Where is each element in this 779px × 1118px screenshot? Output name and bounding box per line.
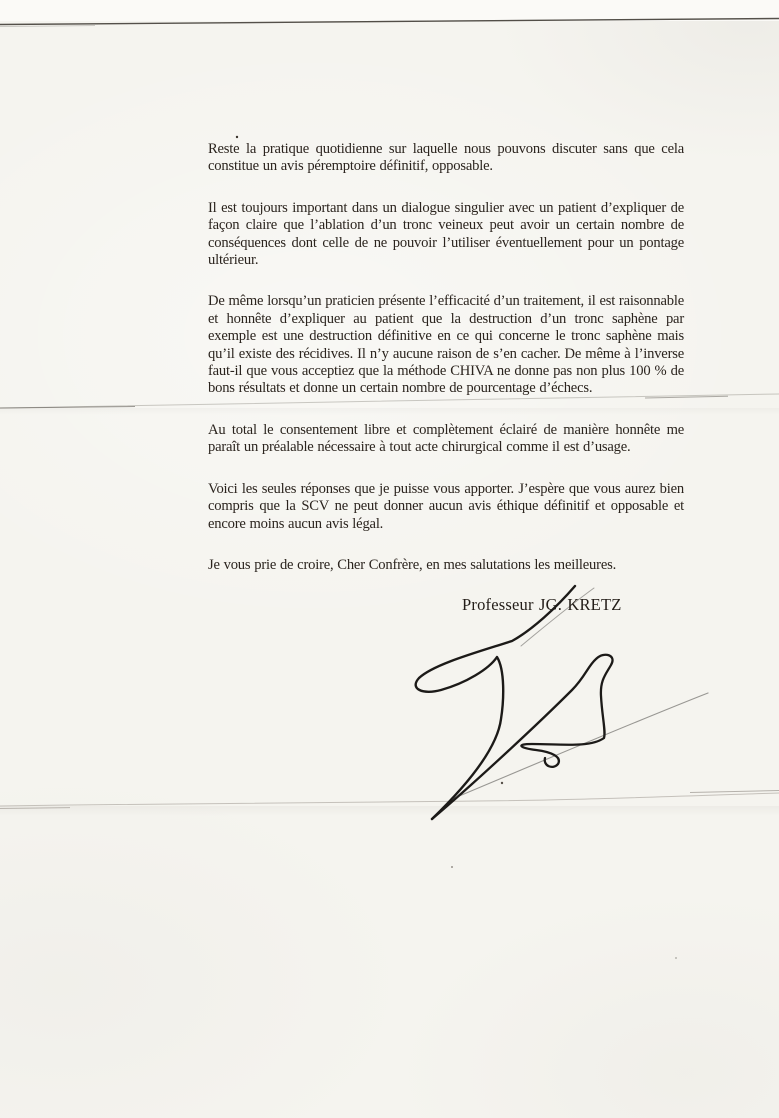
signature-mark: [416, 586, 708, 819]
paragraph-2: Il est toujours important dans un dialogue singulier avec un patient d’expliquer de façon claire que l’ablation d’un tronc veineux peut avoir un certain nombre de conséquences dont celle de ne pouvoir l’utiliser éventuellement pour un pontage ultérieur.: [208, 199, 684, 269]
paragraph-5: Voici les seules réponses que je puisse vous apporter. J’espère que vous aurez bien compris que la SCV ne peut donner aucun avis éthique définitif et opposable et encore moins aucun avis légal.: [208, 480, 684, 532]
paragraph-3: De même lorsqu’un praticien présente l’efficacité d’un traitement, il est raisonnable et honnête d’expliquer au patient que la destruction d’un tronc saphène par exemple est une destruction définitive en ce qui concerne le tronc saphène mais qu’il existe des récidives. Il n’y aucune raison de s’en cacher. De même à l’inverse faut-il que vous acceptiez que la méthode CHIVA ne donne pas non plus 100 % de bons résultats et donne un certain nombre de pourcentage d’échecs.: [208, 293, 684, 397]
signatory-name: Professeur JG. KRETZ: [462, 595, 622, 615]
scanner-bed-strip: [0, 0, 779, 21]
paragraph-1: Reste la pratique quotidienne sur laquelle nous pouvons discuter sans que cela constitue un avis péremptoire définitif, opposable.: [208, 141, 684, 175]
paragraph-4: Au total le consentement libre et complètement éclairé de manière honnête me paraît un préalable nécessaire à tout acte chirurgical comme il est d’usage.: [208, 421, 684, 456]
fold-crease-upper-shadow: [0, 408, 779, 415]
paragraph-6: Je vous prie de croire, Cher Confrère, en mes salutations les meilleures.: [208, 556, 617, 573]
fold-crease-lower-shadow: [0, 806, 779, 816]
letter-body: [208, 141, 684, 614]
